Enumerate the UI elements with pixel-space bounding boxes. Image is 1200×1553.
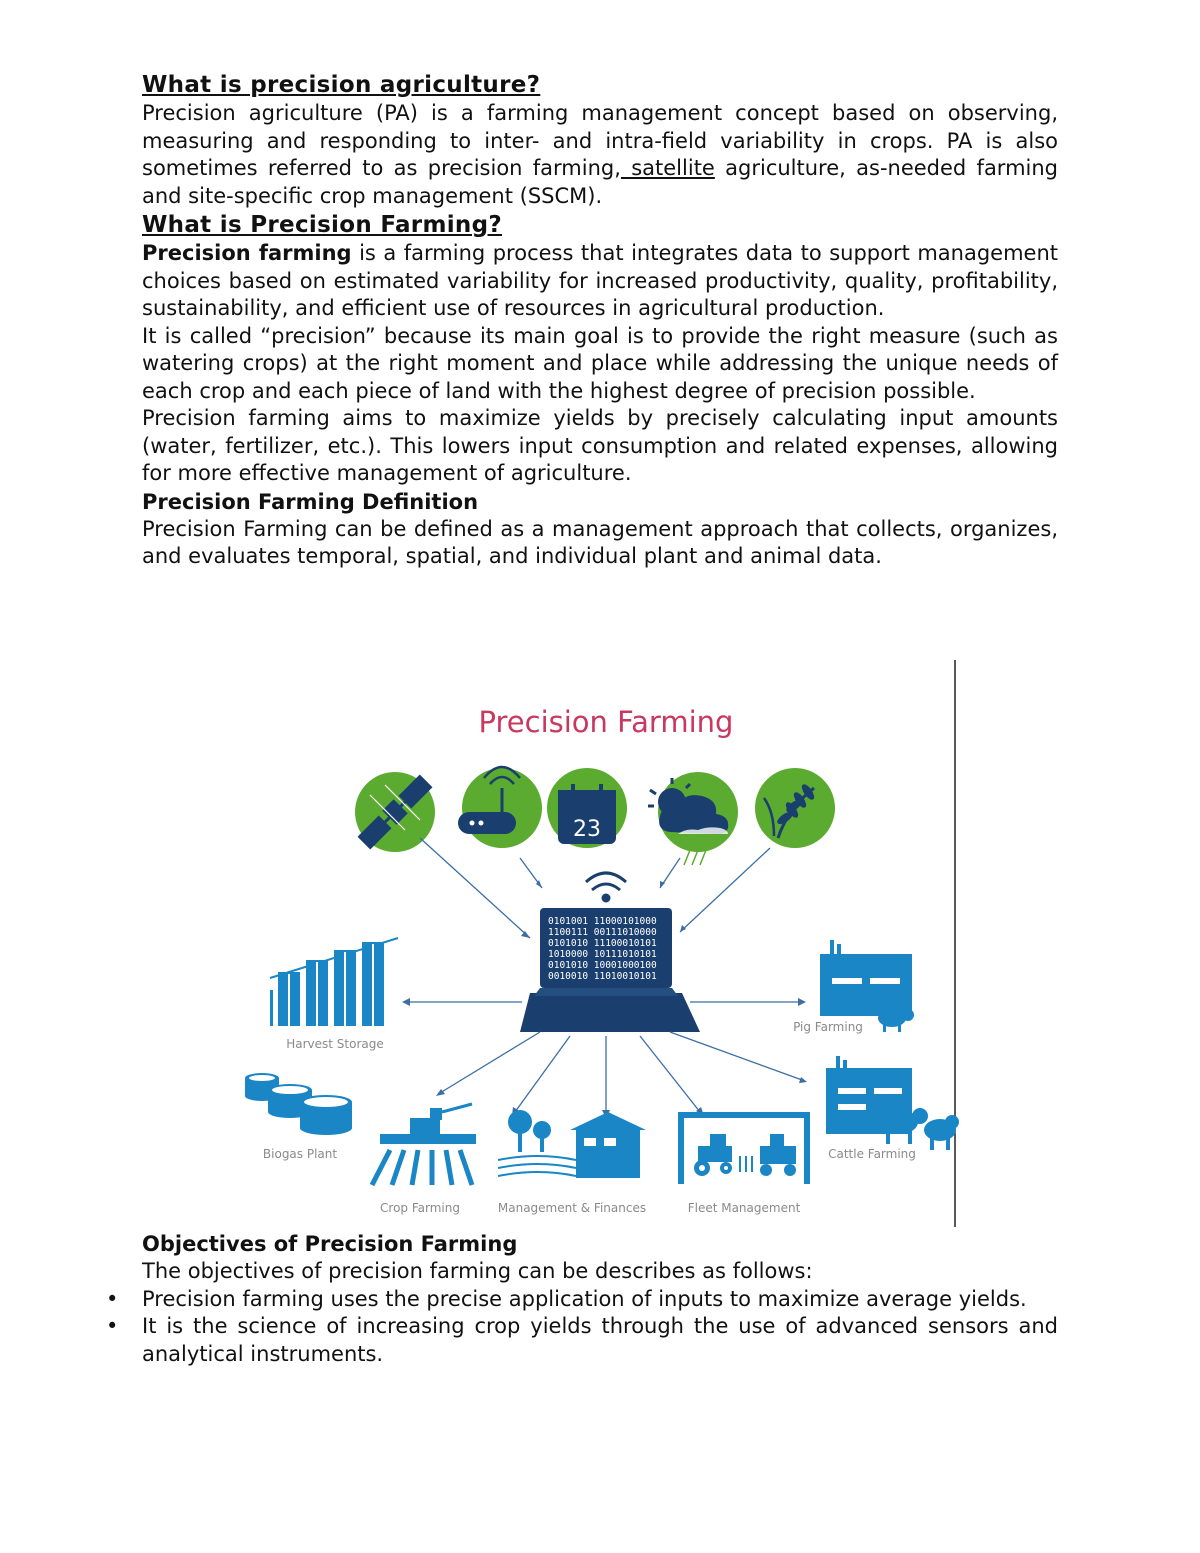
paragraph-text: agriculture, as-needed farming and site-specific crop management (SSCM). — [142, 156, 1059, 208]
binary-line: 0101010 10001000100 — [548, 960, 657, 971]
label-pig-farming: Pig Farming — [793, 1020, 863, 1034]
diagram-title: Precision Farming — [478, 705, 734, 739]
paragraph-precision-farming — [142, 240, 1058, 323]
paragraph-called-precision: It is called “precision” because its main goal is to provide the right measure (such as watering crops) at the right moment and place while addressing the unique needs of each crop and each piece of land with the highest degree of precision possible. — [142, 323, 1058, 403]
paragraph-definition: Precision Farming can be defined as a management approach that collects, organizes, and evaluates temporal, spatial, and individual plant and animal data. — [142, 516, 1058, 568]
heading-what-is-precision-agriculture: What is precision agriculture? — [142, 72, 541, 98]
list-item — [106, 1313, 1058, 1368]
paragraph-pa-definition — [142, 100, 1058, 210]
binary-line: 1100111 00111010000 — [548, 927, 657, 938]
label-cattle-farming: Cattle Farming — [828, 1147, 916, 1161]
management-finances-icon — [498, 1110, 646, 1178]
heading-what-is-precision-farming: What is Precision Farming? — [142, 212, 502, 238]
bold-term: Precision farming — [142, 241, 352, 265]
bullet-icon: • — [106, 1314, 119, 1338]
heading-objectives: Objectives of Precision Farming — [142, 1232, 518, 1256]
binary-line: 0010010 11010010101 — [548, 971, 657, 982]
router-icon — [458, 767, 542, 848]
binary-line: 1010000 10111010101 — [548, 949, 657, 960]
list-item — [106, 1286, 1058, 1314]
binary-line: 0101010 11100010101 — [548, 938, 657, 949]
harvest-storage-icon — [270, 938, 398, 1026]
bullet-icon: • — [106, 1286, 119, 1311]
document-body — [142, 70, 1058, 571]
list-item-text: Precision farming uses the precise application of inputs to maximize average yields. — [142, 1286, 1027, 1311]
list-item-text: It is the science of increasing crop yields through the use of advanced sensors and analytical instruments. — [142, 1314, 1058, 1366]
calendar-icon — [547, 768, 627, 848]
label-fleet-management: Fleet Management — [687, 1201, 801, 1215]
label-biogas-plant: Biogas Plant — [262, 1147, 338, 1161]
objectives-section — [106, 1230, 1058, 1368]
precision-farming-diagram — [240, 660, 960, 1230]
heading-definition: Precision Farming Definition — [142, 489, 479, 514]
binary-line: 0101001 11000101000 — [548, 916, 657, 927]
pig-farming-icon — [820, 940, 914, 1032]
paragraph-text: is a farming process that integrates data to support management choices based on estimated variability for increased productivity, quality, profitability, sustainability, and efficient use of resources in agricultural production. — [142, 241, 1059, 320]
crop-farming-icon — [372, 1104, 476, 1185]
wifi-icon — [586, 873, 626, 901]
cattle-farming-icon — [826, 1056, 959, 1150]
label-harvest-storage: Harvest Storage — [286, 1037, 384, 1051]
label-crop-farming: Crop Farming — [380, 1201, 460, 1215]
central-computer — [520, 908, 700, 1032]
paragraph-maximize-yields: Precision farming aims to maximize yields by precisely calculating input amounts (water, fertilizer, etc.). This lowers input consumption and related expenses, allowing for more effective management of agriculture. — [142, 406, 1058, 485]
label-management-finances: Management & Finances — [497, 1201, 647, 1215]
wheat-icon — [755, 768, 835, 848]
satellite-link[interactable]: satellite — [620, 156, 715, 180]
calendar-day: 23 — [573, 817, 601, 842]
weather-icon — [648, 772, 738, 865]
objectives-intro: The objectives of precision farming can be describes as follows: — [142, 1259, 813, 1283]
paragraph-text: Precision agriculture (PA) is a farming management concept based on observing, measuring and responding to inter- and intra-field variability in crops. PA is also sometimes referred to as precision farming, — [142, 101, 1058, 180]
biogas-plant-icon — [245, 1073, 352, 1135]
objectives-list — [106, 1286, 1058, 1369]
fleet-management-icon — [678, 1112, 810, 1184]
